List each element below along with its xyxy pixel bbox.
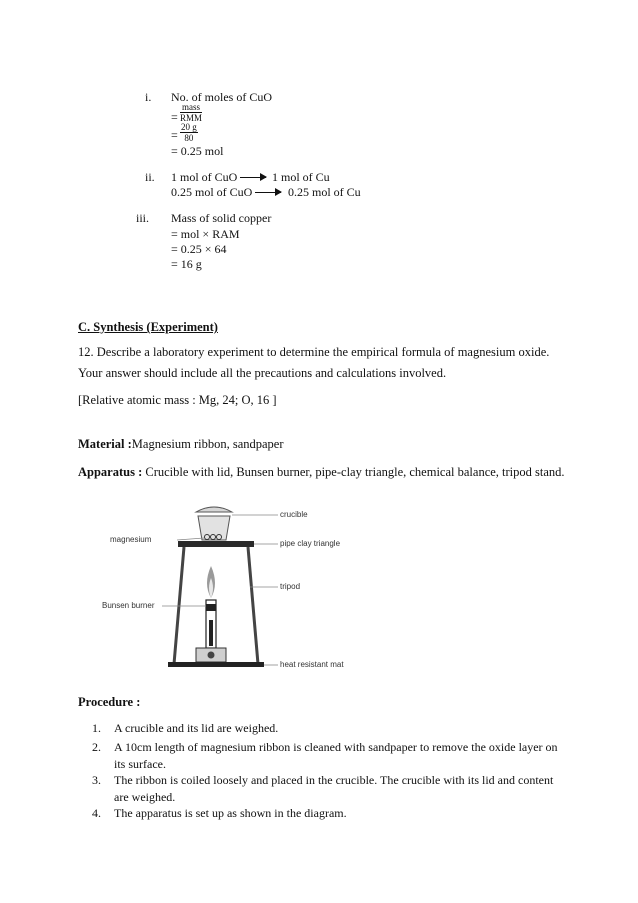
fraction-numerator: mass <box>180 102 202 113</box>
material-text: Magnesium ribbon, sandpaper <box>131 437 284 451</box>
ratio-row1-left: 1 mol of CuO <box>171 170 238 184</box>
label-bunsen-burner: Bunsen burner <box>102 601 155 610</box>
tripod-leg <box>248 547 258 664</box>
step-number: 4. <box>92 806 101 820</box>
crucible-shape <box>198 516 230 540</box>
step-number: 3. <box>92 773 101 787</box>
material-line <box>78 437 284 452</box>
numeral-i: i. <box>145 90 152 104</box>
arrow-right-icon <box>255 192 281 193</box>
moles-result: = 0.25 mol <box>171 144 224 158</box>
calc-line-2: = 0.25 × 64 <box>171 242 227 256</box>
label-pipe-clay-triangle: pipe clay triangle <box>280 539 341 548</box>
step-text: A 10cm length of magnesium ribbon is cleaned with sandpaper to remove the oxide layer on its surface. <box>114 740 558 771</box>
step-text: The apparatus is set up as shown in the diagram. <box>114 806 347 820</box>
pipe-clay-triangle-shape <box>178 541 254 547</box>
label-crucible: crucible <box>280 510 308 519</box>
step-text: A crucible and its lid are weighed. <box>114 721 279 735</box>
ratio-row2-left: 0.25 mol of CuO <box>171 185 253 199</box>
crucible-lid <box>196 507 232 512</box>
copper-mass-title: Mass of solid copper <box>171 211 272 225</box>
fraction-numerator: 20 g <box>181 122 197 132</box>
calc-line-3: = 16 g <box>171 257 202 271</box>
arrow-right-icon <box>240 177 266 178</box>
fraction-mass-value <box>180 122 198 143</box>
burner-inner <box>209 620 213 646</box>
ratio-row2-right: 0.25 mol of Cu <box>288 185 361 199</box>
burner-collar <box>206 604 216 611</box>
fraction-mass-rmm <box>180 102 202 123</box>
fraction-denominator: RMM <box>180 113 203 123</box>
procedure-step <box>92 720 562 737</box>
equals-sign: = <box>171 128 178 142</box>
procedure-heading: Procedure : <box>78 695 141 709</box>
label-heat-resistant-mat: heat resistant mat <box>280 660 344 669</box>
question-12: 12. Describe a laboratory experiment to determine the empirical formula of magnesium oxide. Your answer should include all the precautions and calculations involved. <box>78 345 550 380</box>
moles-cuo-title: No. of moles of CuO <box>171 90 272 104</box>
procedure-step <box>92 739 562 773</box>
apparatus-label: Apparatus : <box>78 465 143 479</box>
apparatus-diagram <box>100 500 380 675</box>
leader-line <box>177 538 204 540</box>
label-tripod: tripod <box>280 582 301 591</box>
label-magnesium: magnesium <box>110 535 152 544</box>
heat-resistant-mat-shape <box>168 662 264 667</box>
equals-sign: = <box>171 110 178 124</box>
ratio-row1-right: 1 mol of Cu <box>272 170 330 184</box>
procedure-step <box>92 805 562 822</box>
procedure-step <box>92 772 562 806</box>
tripod-leg <box>174 547 184 664</box>
section-c-heading: C. Synthesis (Experiment) <box>78 320 218 334</box>
step-number: 1. <box>92 721 101 735</box>
apparatus-text: Crucible with lid, Bunsen burner, pipe-clay triangle, chemical balance, tripod stand. <box>145 465 565 479</box>
step-text: The ribbon is coiled loosely and placed in the crucible. The crucible with its lid and content are weighed. <box>114 773 554 804</box>
apparatus-line <box>78 465 565 480</box>
step-number: 2. <box>92 740 101 754</box>
fraction-denominator: 80 <box>184 133 194 143</box>
material-label: Material : <box>78 437 132 451</box>
apparatus-drawing <box>100 500 380 675</box>
numeral-ii: ii. <box>145 170 155 184</box>
relative-atomic-mass: [Relative atomic mass : Mg, 24; O, 16 ] <box>78 393 277 407</box>
calc-line-1: = mol × RAM <box>171 227 240 241</box>
gas-valve <box>208 652 215 659</box>
numeral-iii: iii. <box>136 211 150 225</box>
